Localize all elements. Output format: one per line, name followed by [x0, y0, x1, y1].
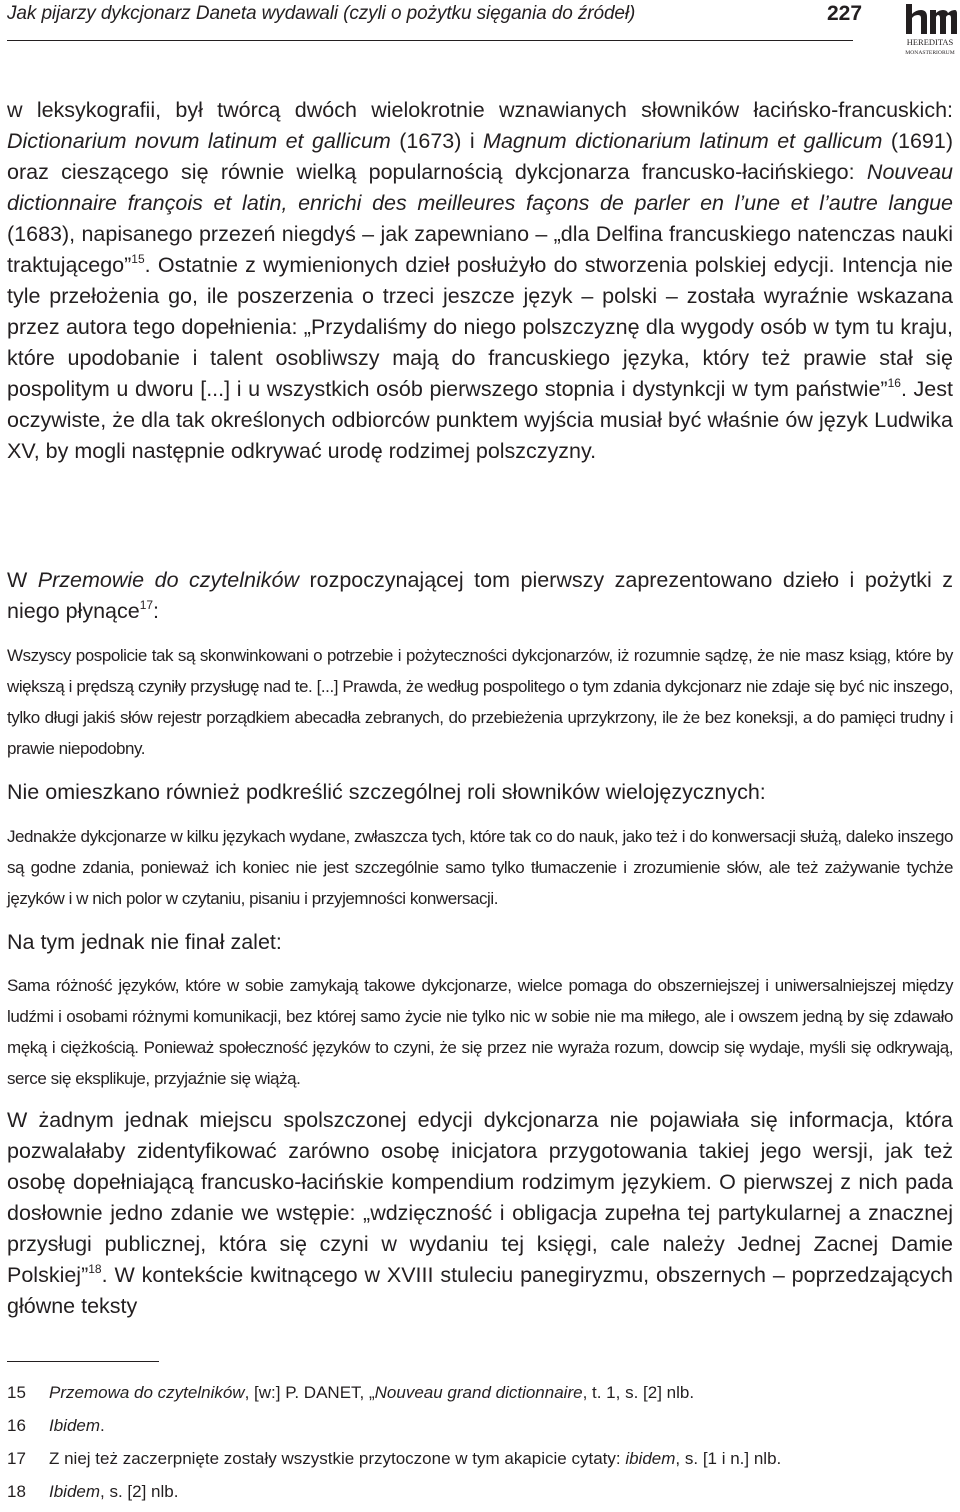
block-quote-2: Jednakże dykcjonarze w kilku językach wydane, zwłaszcza tych, które tak co do nauk, jako też i do konwersacji służą, daleko inszego są godne zdania, ponieważ ich koniec nie jest szczególnie samo tylko tłumaczenie i zrozumienie słów, ale też zażywanie tychże języków i w nich polor w czytaniu, pisaniu i przyjemności konwersacji.	[7, 827, 953, 908]
footnote	[7, 1376, 953, 1409]
paragraph-3: Nie omieszkano również podkreślić szczególnej roli słowników wielojęzycznych:	[7, 780, 766, 804]
footnote-number: 16	[7, 1416, 26, 1435]
paragraph-4: Na tym jednak nie finał zalet:	[7, 930, 282, 954]
header-rule	[7, 40, 853, 41]
running-title: Jak pijarzy dykcjonarz Daneta wydawali (czyli o pożytku sięgania do źródeł)	[7, 3, 636, 24]
footnote-ref[interactable]: 15	[131, 252, 145, 266]
footnote-ref[interactable]: 18	[88, 1262, 102, 1276]
footnote-text: Ibidem, s. [2] nlb.	[49, 1482, 179, 1501]
footnotes	[7, 1376, 953, 1508]
paragraph-2: W Przemowie do czytelników rozpoczynającej tom pierwszy zaprezentowano dzieło i pożytki z niego płynące$^{17}$:	[7, 568, 953, 623]
footnote-number: 18	[7, 1482, 26, 1501]
footnote	[7, 1475, 953, 1508]
main-text	[7, 95, 953, 560]
logo-line1: HEREDITAS	[906, 37, 954, 47]
footnote-text: Przemowa do czytelników, [w:] P. DANET, „Nouveau grand dictionnaire, t. 1, s. [2] nlb.	[49, 1383, 695, 1402]
footnote-ref[interactable]: 17	[139, 598, 154, 612]
page-number: 227	[827, 2, 863, 25]
footnote	[7, 1409, 953, 1442]
footnote-separator	[7, 1361, 159, 1362]
footnote-number: 15	[7, 1383, 26, 1402]
footnote	[7, 1442, 953, 1475]
paragraph: w leksykografii, był twórcą dwóch wielokrotnie wznawianych słowników łacińsko-francuskich: Dictionarium novum latinum et gallicum (1673) i Magnum dictionarium latinum et gallicum (1691) oraz cieszącego się równie wielką popularnością dykcjonarza francusko-łacińskiego: Nouveau dictionnaire françois et latin, enrichi des meilleures façons de parler en l’une et l’autre langue (1683), napisanego przezeń niegdyś – jak zapewniano – „dla Delfina francuskiego natenczas nauki traktującego”$^{15}$. Ostatnie z wymienionych dzieł posłużyło do stworzenia polskiej edycji. Intencja nie tyle przełożenia go, ile poszerzenia o trzeci jeszcze język – polski – została wyraźnie wskazana przez autora tego dopełnienia: „Przydaliśmy do niego polszczyznę dla wygody osób w tym tu kraju, które upodobanie i talent osobliwszy mają do francuskiego języka, który też prawie stał się pospolitym u dworu [...] i u wszystkich osób pierwszego stopnia i dystynkcji w tym państwie”$^{16}$. Jest oczywiste, że dla tak określonych odbiorców punktem wyjścia musiał być właśnie ów język Ludwika XV, by mogli następnie odkrywać urodę rodzimej polszczyzny.	[7, 98, 953, 463]
footnote-text: Ibidem.	[49, 1416, 105, 1435]
footnote-number: 17	[7, 1449, 26, 1468]
hm-logo-icon	[903, 0, 957, 62]
footnote-text: Z niej też zaczerpnięte zostały wszystkie przytoczone w tym akapicie cytaty: ibidem, s. [1 i n.] nlb.	[49, 1449, 782, 1468]
block-quote-1: Wszyscy pospolicie tak są skonwinkowani o potrzebie i pożyteczności dykcjonarzów, iż rozumnie sądzę, że nie masz ksiąg, które by większą i prędszą czyniły przysługę nad te. [...] Prawda, że według pospolitego o tym zdania dykcjonarz nie zdaje się być nic inszego, tylko długi jakiś słów rejestr porządkiem abecadła zebranych, do przebieżenia uprzykrzony, ile że bez koneksji, a do pamięci trudny i prawie niepodobny.	[7, 646, 953, 758]
paragraph-5: W żadnym jednak miejscu spolszczonej edycji dykcjonarza nie pojawiała się informacja, która pozwalałaby zidentyfikować zarówno osobę inicjatora przygotowania takiej jego wersji, jak też osobę dopełniającą francusko-łacińskie kompendium rodzimym językiem. O pierwszej z nich pada dosłownie jedno zdanie we wstępie: „wdzięczność i obligacja zupełna tej partykularnej a znacznej przysługi publicznej, która się czyni w wydaniu tej księgi, cale należy Jednej Zacnej Damie Polskiej”$^{18}$. W kontekście kwitnącego w XVIII stuleciu panegiryzmu, obszernych – poprzedzających główne teksty	[7, 1108, 953, 1318]
footnote-ref[interactable]: 16	[887, 376, 901, 390]
logo-line2: MONASTERIORUM	[905, 50, 955, 56]
page-header	[7, 0, 955, 56]
publisher-logo	[903, 0, 957, 62]
block-quote-3: Sama różność języków, które w sobie zamykają takowe dykcjonarze, wielce pomaga do obszerniejszej i uniwersalniejszej między ludźmi i osobami różnymi komunikacji, bez której samo życie nie tylko nic w sobie nie ma miłego, ale i owszem jedną by się zdawało męką i ciężkością. Ponieważ społeczność języków to czyni, że się przez nie wyraża rozum, dowcip się wydaje, myśli się odkrywają, serce się eksplikuje, przyjaźnie się wiążą.	[7, 976, 953, 1088]
